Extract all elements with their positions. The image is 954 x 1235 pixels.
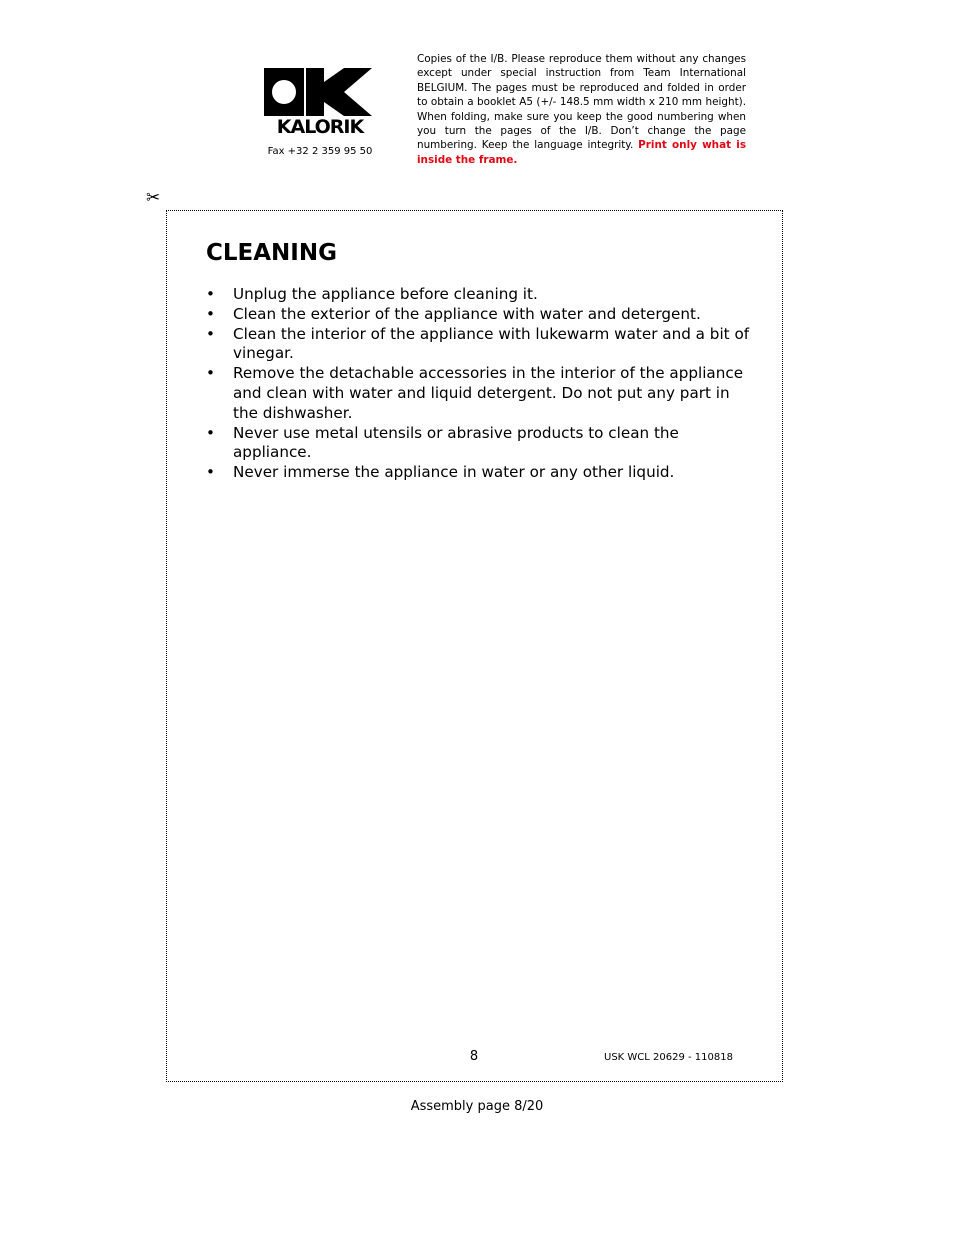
- notice-text: Copies of the I/B. Please reproduce them without any changes except under special instruction from Team International BELGIUM. The pages must be reproduced and folded in order to obtain a booklet A5 (+/- 148.5 mm width x 210 mm height). When folding, make sure you keep the good numbering when you turn the pages of the I/B. Don’t change the page numbering. Keep the language integrity.: [417, 53, 746, 152]
- document-code: USK WCL 20629 - 110818: [604, 1052, 733, 1063]
- fax-number: Fax +32 2 359 95 50: [267, 146, 373, 157]
- list-item: [206, 463, 752, 483]
- cleaning-list: [206, 285, 752, 483]
- kalorik-logo-mark: [264, 68, 374, 118]
- brand-wordmark: KALORIK: [276, 116, 364, 138]
- list-item: [206, 285, 752, 305]
- bullet-icon: •: [206, 285, 215, 303]
- list-item-text: Clean the interior of the appliance with lukewarm water and a bit of vinegar.: [233, 324, 750, 363]
- notice-emphasis: Print only what is inside the frame.: [417, 139, 746, 166]
- page-number: 8: [469, 1049, 479, 1064]
- list-item: [206, 325, 752, 365]
- section-title: CLEANING: [206, 240, 337, 266]
- bullet-icon: •: [206, 324, 215, 343]
- list-item-text: Never immerse the appliance in water or any other liquid.: [233, 463, 675, 482]
- bullet-icon: •: [206, 423, 215, 442]
- reproduction-notice: [417, 52, 746, 167]
- bullet-icon: •: [206, 463, 215, 482]
- bullet-icon: •: [206, 364, 215, 383]
- list-item: [206, 364, 752, 423]
- list-item: [206, 305, 752, 325]
- bullet-icon: •: [206, 304, 215, 323]
- list-item-text: Unplug the appliance before cleaning it.: [233, 285, 538, 303]
- assembly-page-label: Assembly page 8/20: [410, 1099, 544, 1114]
- scissors-icon: ✂: [146, 188, 161, 208]
- list-item-text: Never use metal utensils or abrasive products to clean the appliance.: [233, 423, 679, 462]
- list-item-text: Remove the detachable accessories in the interior of the appliance and clean with water and liquid detergent. Do not put any part in the dishwasher.: [233, 364, 744, 422]
- list-item: [206, 424, 752, 464]
- list-item-text: Clean the exterior of the appliance with water and detergent.: [233, 304, 701, 323]
